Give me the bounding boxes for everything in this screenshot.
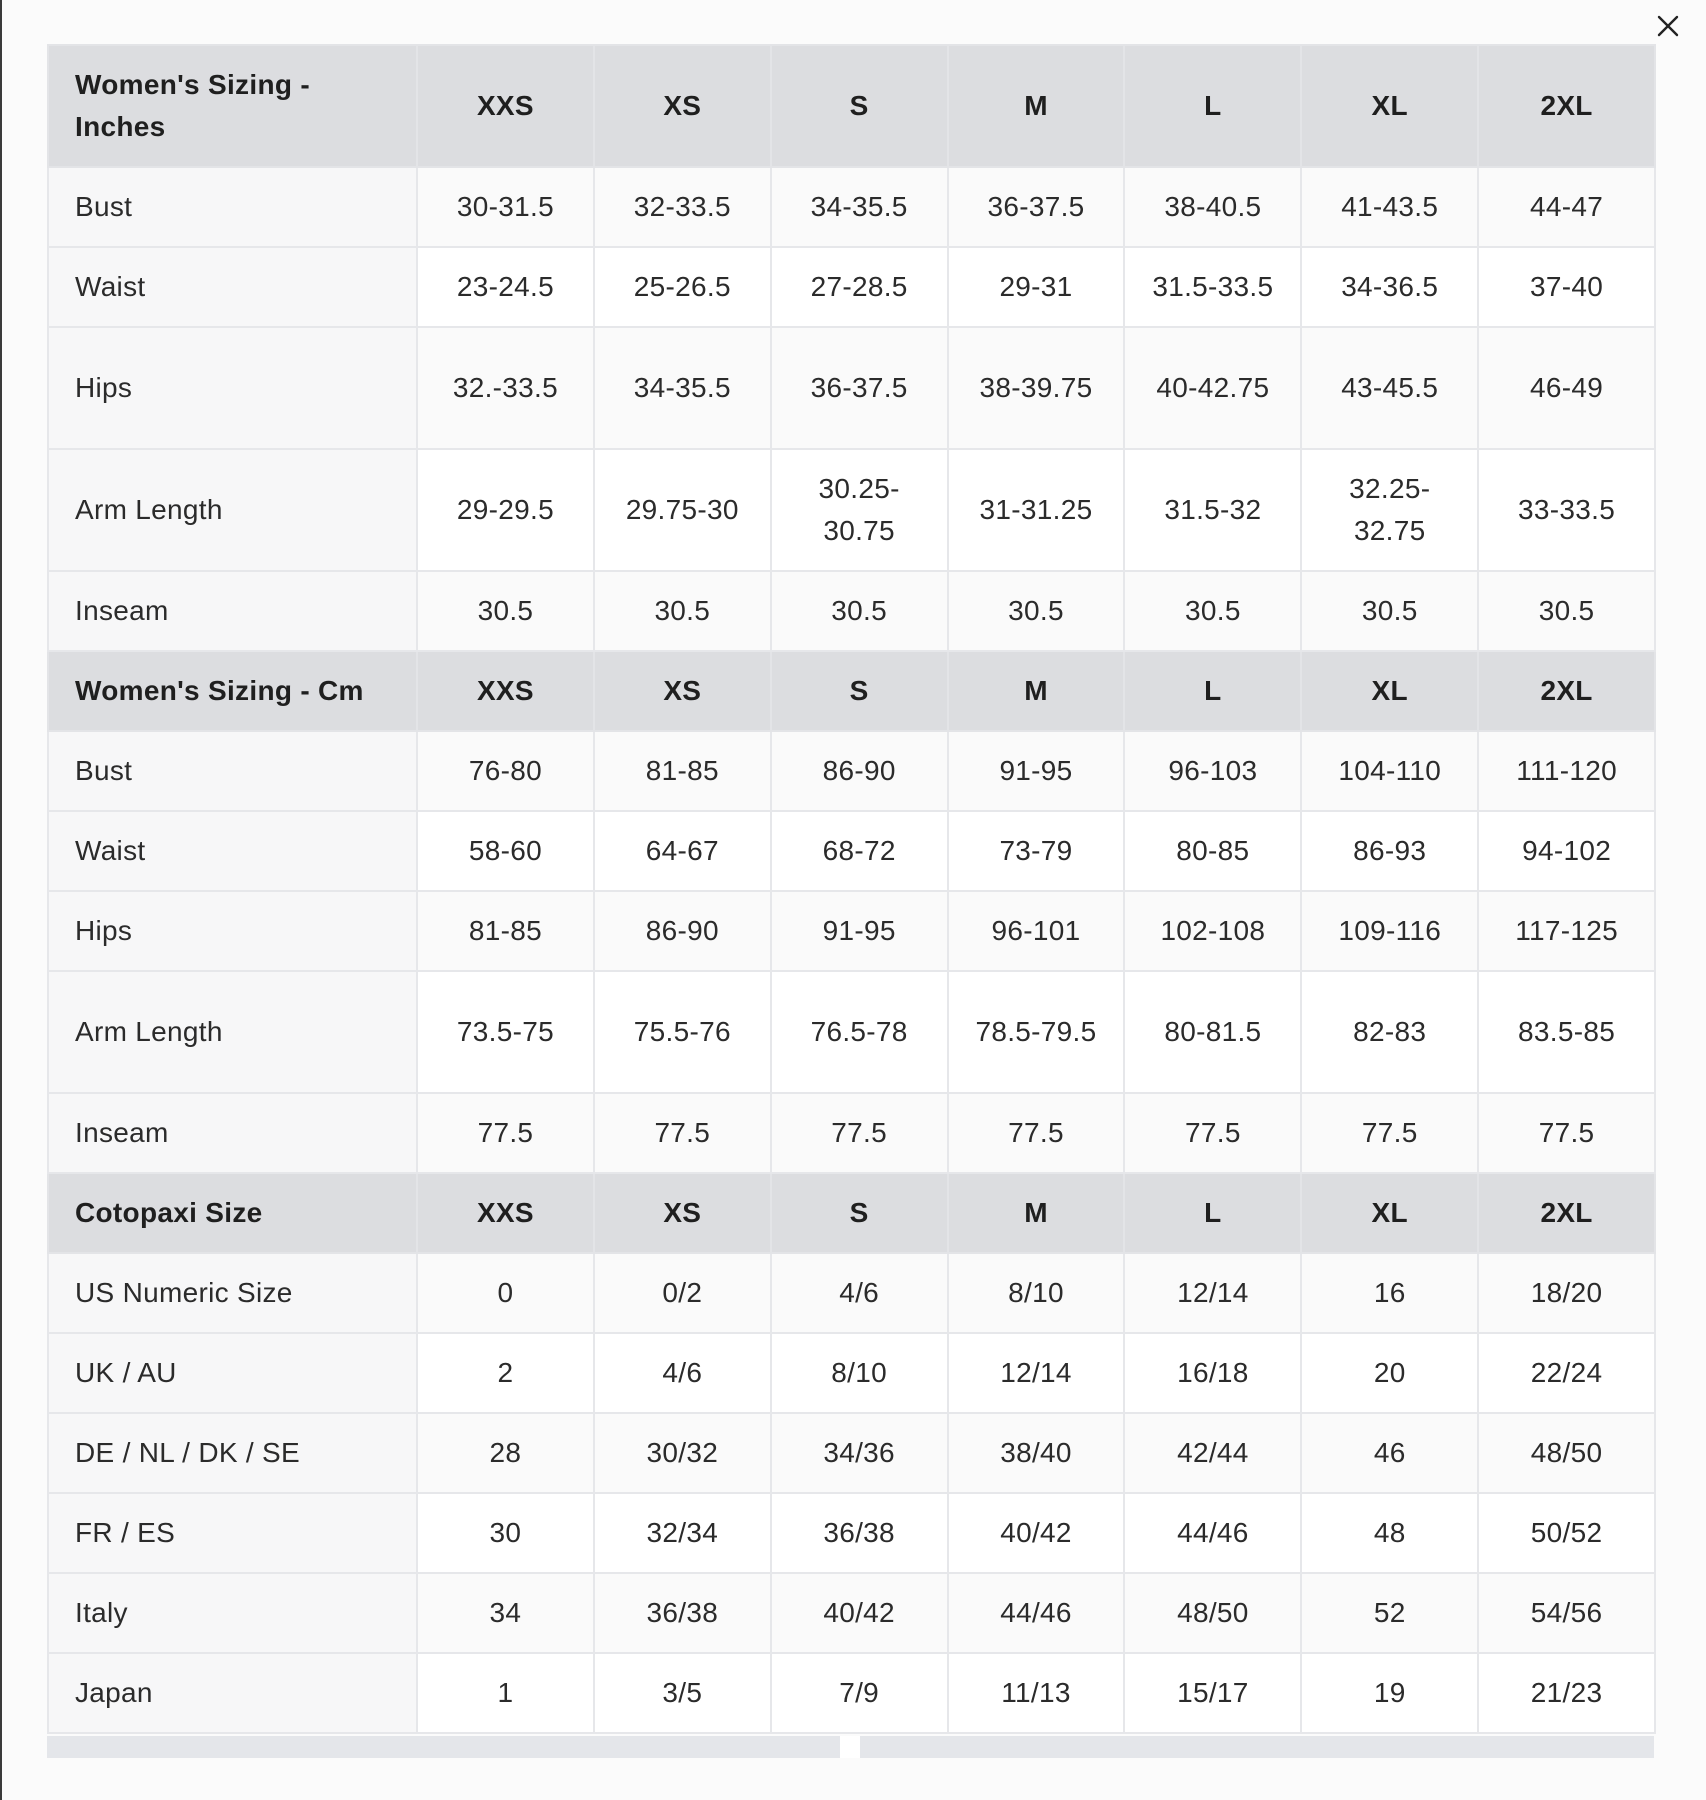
row-label: Bust [48, 731, 417, 811]
table-cell: 77.5 [1478, 1093, 1655, 1173]
table-row [48, 1493, 1655, 1573]
table-row [48, 247, 1655, 327]
table-cell: 12/14 [1124, 1253, 1301, 1333]
table-cell: 83.5-85 [1478, 971, 1655, 1093]
table-cell: 30.25-30.75 [771, 449, 948, 571]
table-cell: 31.5-33.5 [1124, 247, 1301, 327]
table-row [48, 167, 1655, 247]
table-cell: 81-85 [594, 731, 771, 811]
table-cell: 16 [1301, 1253, 1478, 1333]
table-cell: 91-95 [948, 731, 1125, 811]
table-row [48, 449, 1655, 571]
table-cell: 40/42 [948, 1493, 1125, 1573]
size-column-header: L [1124, 1173, 1301, 1253]
table-cell: 18/20 [1478, 1253, 1655, 1333]
table-cell: 77.5 [1124, 1093, 1301, 1173]
table-cell: 30.5 [771, 571, 948, 651]
table-cell: 94-102 [1478, 811, 1655, 891]
table-cell: 109-116 [1301, 891, 1478, 971]
size-column-header: XS [594, 1173, 771, 1253]
row-label: Hips [48, 891, 417, 971]
size-column-header: 2XL [1478, 45, 1655, 167]
row-label: Waist [48, 811, 417, 891]
table-cell: 11/13 [948, 1653, 1125, 1733]
table-cell: 36-37.5 [771, 327, 948, 449]
table-cell: 38-40.5 [1124, 167, 1301, 247]
section-header-row [48, 1173, 1655, 1253]
size-column-header: M [948, 1173, 1125, 1253]
table-cell: 23-24.5 [417, 247, 594, 327]
row-label: Waist [48, 247, 417, 327]
table-cell: 4/6 [771, 1253, 948, 1333]
table-cell: 37-40 [1478, 247, 1655, 327]
row-label: Hips [48, 327, 417, 449]
table-cell: 44/46 [1124, 1493, 1301, 1573]
table-cell: 8/10 [948, 1253, 1125, 1333]
table-cell: 75.5-76 [594, 971, 771, 1093]
size-column-header: M [948, 651, 1125, 731]
table-cell: 22/24 [1478, 1333, 1655, 1413]
table-cell: 7/9 [771, 1653, 948, 1733]
table-cell: 30/32 [594, 1413, 771, 1493]
table-cell: 96-103 [1124, 731, 1301, 811]
table-cell: 36/38 [771, 1493, 948, 1573]
size-chart-table [47, 44, 1656, 1734]
table-cell: 32/34 [594, 1493, 771, 1573]
table-cell: 64-67 [594, 811, 771, 891]
scrollbar-divider [840, 1736, 860, 1758]
section-title: Cotopaxi Size [48, 1173, 417, 1253]
table-cell: 77.5 [417, 1093, 594, 1173]
table-cell: 31.5-32 [1124, 449, 1301, 571]
table-row [48, 731, 1655, 811]
table-cell: 81-85 [417, 891, 594, 971]
table-cell: 8/10 [771, 1333, 948, 1413]
row-label: DE / NL / DK / SE [48, 1413, 417, 1493]
table-cell: 77.5 [1301, 1093, 1478, 1173]
table-cell: 30.5 [1478, 571, 1655, 651]
size-column-header: XL [1301, 1173, 1478, 1253]
table-row [48, 1653, 1655, 1733]
table-cell: 32-33.5 [594, 167, 771, 247]
row-label: Inseam [48, 1093, 417, 1173]
table-cell: 48 [1301, 1493, 1478, 1573]
size-column-header: 2XL [1478, 651, 1655, 731]
table-cell: 73.5-75 [417, 971, 594, 1093]
section-header-row [48, 651, 1655, 731]
table-cell: 29-31 [948, 247, 1125, 327]
table-cell: 30.5 [948, 571, 1125, 651]
table-cell: 46-49 [1478, 327, 1655, 449]
table-row [48, 1093, 1655, 1173]
table-cell: 16/18 [1124, 1333, 1301, 1413]
table-row [48, 1413, 1655, 1493]
row-label: FR / ES [48, 1493, 417, 1573]
table-cell: 4/6 [594, 1333, 771, 1413]
table-cell: 117-125 [1478, 891, 1655, 971]
section-header-row [48, 45, 1655, 167]
table-cell: 54/56 [1478, 1573, 1655, 1653]
table-cell: 3/5 [594, 1653, 771, 1733]
table-cell: 42/44 [1124, 1413, 1301, 1493]
table-cell: 80-81.5 [1124, 971, 1301, 1093]
size-column-header: XL [1301, 651, 1478, 731]
table-cell: 32.-33.5 [417, 327, 594, 449]
close-button[interactable] [1648, 6, 1688, 46]
table-cell: 34-35.5 [594, 327, 771, 449]
table-cell: 58-60 [417, 811, 594, 891]
table-cell: 46 [1301, 1413, 1478, 1493]
table-cell: 102-108 [1124, 891, 1301, 971]
table-row [48, 1333, 1655, 1413]
table-cell: 34-35.5 [771, 167, 948, 247]
table-cell: 68-72 [771, 811, 948, 891]
table-cell: 1 [417, 1653, 594, 1733]
table-cell: 82-83 [1301, 971, 1478, 1093]
table-cell: 33-33.5 [1478, 449, 1655, 571]
table-cell: 48/50 [1478, 1413, 1655, 1493]
row-label: US Numeric Size [48, 1253, 417, 1333]
table-row [48, 327, 1655, 449]
size-column-header: L [1124, 45, 1301, 167]
table-cell: 76.5-78 [771, 971, 948, 1093]
table-cell: 76-80 [417, 731, 594, 811]
table-cell: 96-101 [948, 891, 1125, 971]
table-cell: 34 [417, 1573, 594, 1653]
table-cell: 30 [417, 1493, 594, 1573]
row-label: Bust [48, 167, 417, 247]
table-cell: 32.25-32.75 [1301, 449, 1478, 571]
size-column-header: XXS [417, 1173, 594, 1253]
size-column-header: S [771, 45, 948, 167]
table-row [48, 811, 1655, 891]
table-cell: 80-85 [1124, 811, 1301, 891]
table-cell: 29.75-30 [594, 449, 771, 571]
table-row [48, 571, 1655, 651]
section-title: Women's Sizing - Inches [48, 45, 417, 167]
table-cell: 12/14 [948, 1333, 1125, 1413]
section-title: Women's Sizing - Cm [48, 651, 417, 731]
table-cell: 50/52 [1478, 1493, 1655, 1573]
table-row [48, 1573, 1655, 1653]
table-cell: 15/17 [1124, 1653, 1301, 1733]
table-cell: 40-42.75 [1124, 327, 1301, 449]
table-row [48, 971, 1655, 1093]
table-row [48, 891, 1655, 971]
row-label: Japan [48, 1653, 417, 1733]
table-cell: 48/50 [1124, 1573, 1301, 1653]
row-label: Italy [48, 1573, 417, 1653]
table-cell: 0/2 [594, 1253, 771, 1333]
table-cell: 77.5 [771, 1093, 948, 1173]
size-chart-table-container [47, 44, 1654, 1734]
table-cell: 36/38 [594, 1573, 771, 1653]
table-cell: 29-29.5 [417, 449, 594, 571]
table-cell: 27-28.5 [771, 247, 948, 327]
table-cell: 77.5 [948, 1093, 1125, 1173]
table-cell: 43-45.5 [1301, 327, 1478, 449]
row-label: Inseam [48, 571, 417, 651]
table-cell: 78.5-79.5 [948, 971, 1125, 1093]
close-icon [1656, 14, 1680, 38]
table-cell: 0 [417, 1253, 594, 1333]
table-cell: 41-43.5 [1301, 167, 1478, 247]
size-column-header: S [771, 1173, 948, 1253]
size-column-header: S [771, 651, 948, 731]
table-cell: 28 [417, 1413, 594, 1493]
table-cell: 34/36 [771, 1413, 948, 1493]
table-cell: 77.5 [594, 1093, 771, 1173]
table-cell: 36-37.5 [948, 167, 1125, 247]
size-column-header: 2XL [1478, 1173, 1655, 1253]
size-column-header: XS [594, 45, 771, 167]
table-cell: 34-36.5 [1301, 247, 1478, 327]
table-cell: 52 [1301, 1573, 1478, 1653]
table-cell: 86-90 [771, 731, 948, 811]
table-cell: 44/46 [948, 1573, 1125, 1653]
row-label: Arm Length [48, 971, 417, 1093]
table-cell: 86-93 [1301, 811, 1478, 891]
table-cell: 40/42 [771, 1573, 948, 1653]
size-column-header: XXS [417, 651, 594, 731]
table-cell: 38/40 [948, 1413, 1125, 1493]
table-row [48, 1253, 1655, 1333]
table-cell: 91-95 [771, 891, 948, 971]
table-cell: 19 [1301, 1653, 1478, 1733]
table-cell: 31-31.25 [948, 449, 1125, 571]
table-cell: 30-31.5 [417, 167, 594, 247]
table-cell: 44-47 [1478, 167, 1655, 247]
table-cell: 86-90 [594, 891, 771, 971]
table-cell: 2 [417, 1333, 594, 1413]
table-cell: 21/23 [1478, 1653, 1655, 1733]
size-column-header: XS [594, 651, 771, 731]
row-label: UK / AU [48, 1333, 417, 1413]
table-cell: 20 [1301, 1333, 1478, 1413]
size-column-header: XL [1301, 45, 1478, 167]
size-column-header: M [948, 45, 1125, 167]
table-cell: 73-79 [948, 811, 1125, 891]
table-cell: 30.5 [594, 571, 771, 651]
horizontal-scrollbar[interactable] [47, 1736, 1654, 1758]
table-cell: 25-26.5 [594, 247, 771, 327]
size-column-header: L [1124, 651, 1301, 731]
row-label: Arm Length [48, 449, 417, 571]
table-cell: 30.5 [1301, 571, 1478, 651]
table-cell: 30.5 [417, 571, 594, 651]
size-column-header: XXS [417, 45, 594, 167]
table-cell: 38-39.75 [948, 327, 1125, 449]
table-cell: 104-110 [1301, 731, 1478, 811]
table-cell: 30.5 [1124, 571, 1301, 651]
table-cell: 111-120 [1478, 731, 1655, 811]
